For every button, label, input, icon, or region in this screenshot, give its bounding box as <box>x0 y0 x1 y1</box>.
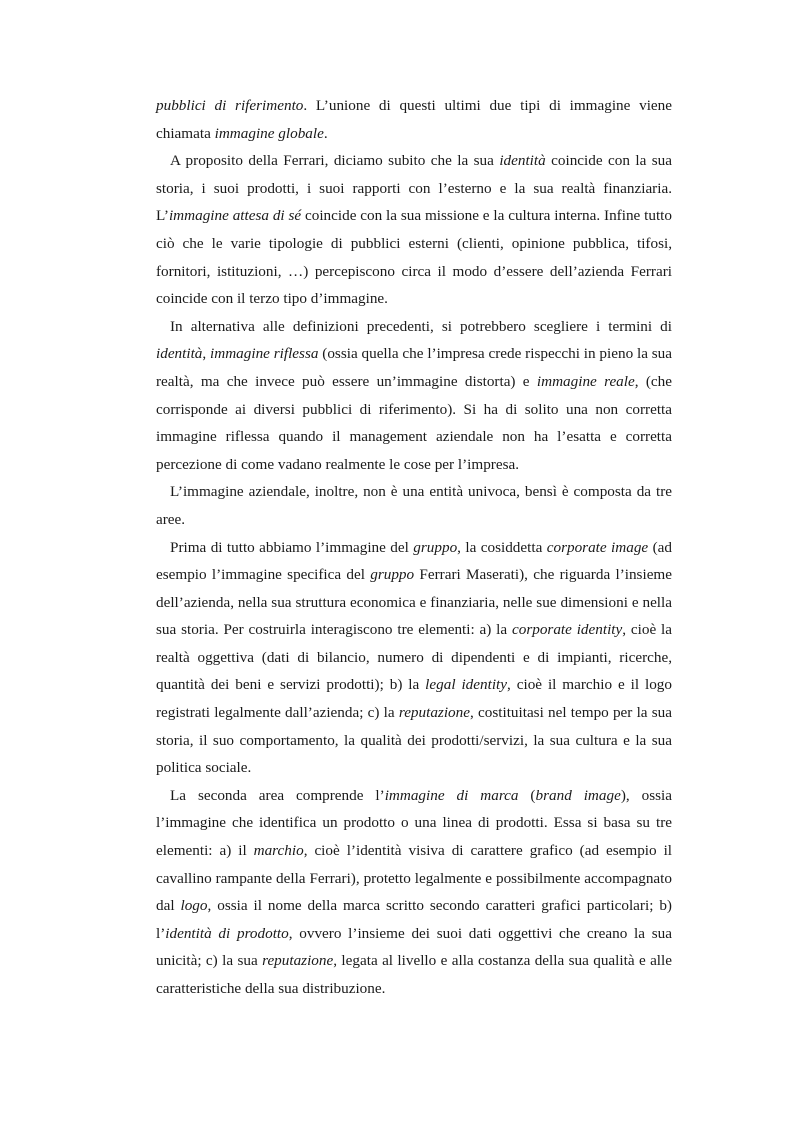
italic-term: immagine riflessa <box>210 345 319 363</box>
italic-term: immagine attesa di sé <box>168 207 302 225</box>
italic-term: immagine globale <box>214 124 324 142</box>
italic-term: corporate image <box>546 538 649 556</box>
text-run: . <box>323 124 328 142</box>
text-run: Ferrari Maserati), che riguarda l’insieme dell’azienda, nella sua struttura economica e finanziaria, nelle sue dimensioni e nella sua storia. Per costruirla interagiscono tre elementi: a) la <box>156 566 672 639</box>
text-run: , la cosiddetta <box>457 538 547 556</box>
text-run: La seconda area comprende l’ <box>170 786 385 804</box>
text-run: , (che corrisponde ai diversi pubblici di riferimento). Si ha di solito una non corretta immagine riflessa quando il management aziendale non ha l’esatta e corretta percezione di come vadano realmente le cose per l’impresa. <box>156 372 672 473</box>
paragraph-3 <box>156 313 672 479</box>
text-run: , cioè l’identità visiva di carattere grafico (ad esempio il cavallino rampante della Ferrari), protetto legalmente e possibilmente accompagnato dal <box>156 842 673 915</box>
italic-term: identità di prodotto <box>165 924 289 942</box>
italic-term: reputazione <box>262 952 334 970</box>
paragraph-2 <box>156 147 672 313</box>
italic-term: marchio <box>253 842 304 860</box>
document-page <box>156 92 672 1003</box>
paragraph-4 <box>156 478 672 533</box>
text-run: coincide con la sua storia, i suoi prodotti, i suoi rapporti con l’esterno e la sua realtà finanziaria. L’ <box>156 152 672 225</box>
text-run: (ad esempio l’immagine specifica del <box>156 538 672 584</box>
italic-term: gruppo <box>370 566 415 584</box>
paragraph-5 <box>156 534 672 782</box>
italic-term: pubblici di riferimento <box>156 97 304 114</box>
italic-term: gruppo <box>413 538 458 556</box>
text-run: (ossia quella che l’impresa crede rispecchi in pieno la sua realtà, ma che invece può essere un’immagine distorta) e <box>156 345 672 390</box>
text-run: , cioè la realtà oggettiva (dati di bilancio, numero di dipendenti e di impianti, ricerche, quantità dei beni e servizi prodotti); b) la <box>156 621 672 694</box>
text-run: Prima di tutto abbiamo l’immagine del <box>170 538 414 556</box>
text-run: A proposito della Ferrari, diciamo subito che la sua <box>170 152 500 170</box>
italic-term: immagine di marca <box>384 786 519 804</box>
italic-term: legal identity <box>425 676 508 694</box>
text-run: ), ossia l’immagine che identifica un prodotto o una linea di prodotti. Essa si basa su tre elementi: a) il <box>156 786 673 860</box>
italic-term: identità <box>156 345 203 363</box>
text-run: , <box>202 345 211 363</box>
italic-term: identità <box>499 152 546 170</box>
text-run: . L’unione di questi ultimi due tipi di immagine viene chiamata <box>156 97 672 142</box>
text-run: , ovvero l’insieme dei suoi dati oggettivi che creano la sua unicità; c) la sua <box>156 924 673 970</box>
text-run: ( <box>518 786 536 804</box>
paragraph-1 <box>156 92 672 147</box>
text-run: In alternativa alle definizioni precedenti, si potrebbero scegliere i termini di <box>170 317 672 335</box>
text-run: , cioè il marchio e il logo registrati legalmente dall’azienda; c) la <box>156 676 672 722</box>
text-run: L’immagine aziendale, inoltre, non è una entità univoca, bensì è composta da tre aree. <box>156 483 672 528</box>
text-run: coincide con la sua missione e la cultura interna. Infine tutto ciò che le varie tipologie di pubblici esterni (clienti, opinione pubblica, tifosi, fornitori, istituzioni, …) percepiscono circa il modo d’essere dell’azienda Ferrari coincide con il terzo tipo d’immagine. <box>156 207 672 308</box>
italic-term: brand image <box>535 786 621 804</box>
italic-term: logo <box>180 897 208 915</box>
text-run: , costituitasi nel tempo per la sua storia, il suo comportamento, la qualità dei prodotti/servizi, la sua cultura e la sua politica sociale. <box>156 704 672 777</box>
text-run: , legata al livello e alla costanza della sua qualità e alle caratteristiche della sua distribuzione. <box>156 952 672 997</box>
italic-term: reputazione <box>398 704 470 722</box>
paragraph-6 <box>156 782 672 1003</box>
italic-term: corporate identity <box>511 621 623 639</box>
text-run: , ossia il nome della marca scritto secondo caratteri grafici particolari; b) l’ <box>156 897 672 942</box>
italic-term: immagine reale <box>536 372 635 390</box>
